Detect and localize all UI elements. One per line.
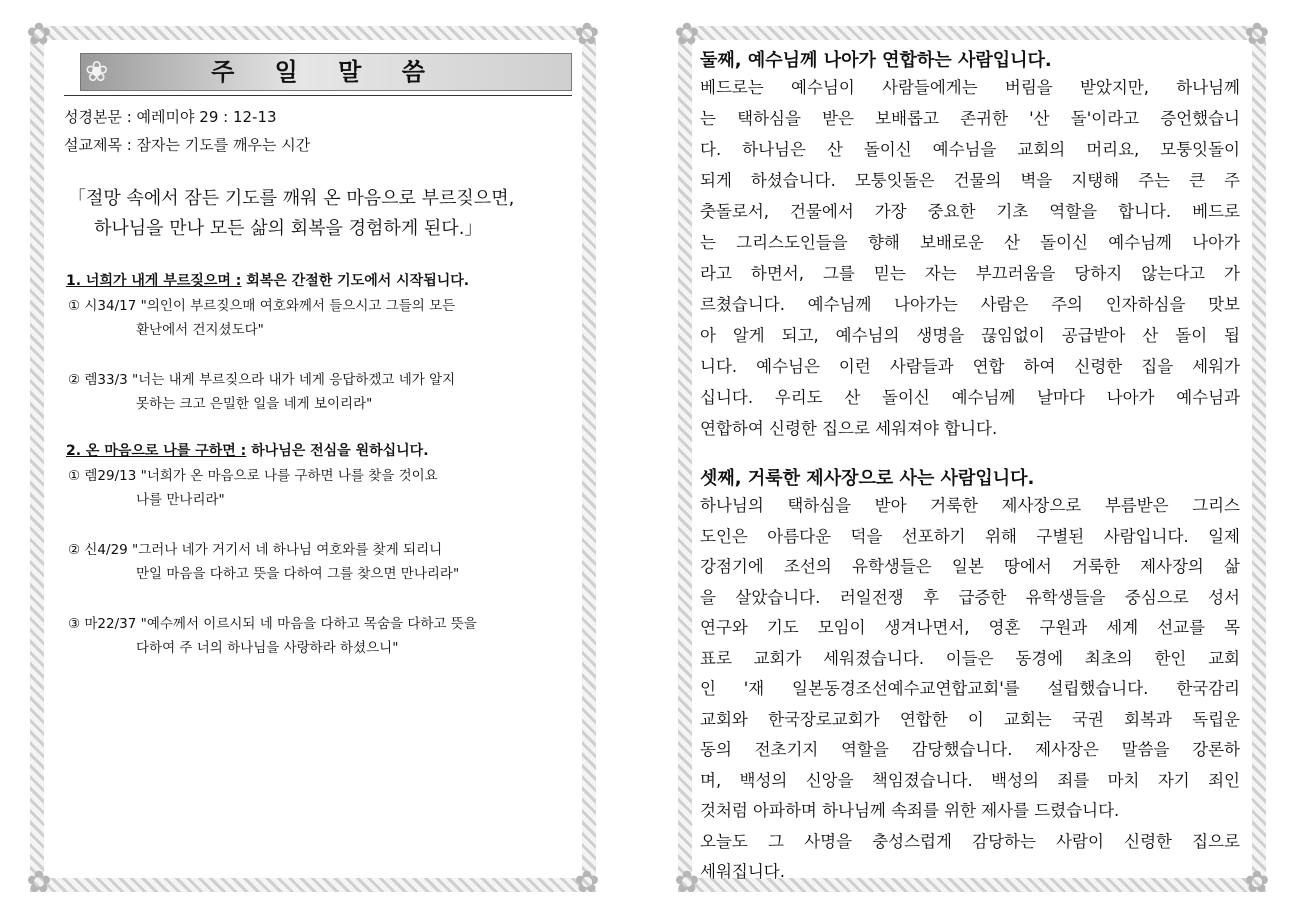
verse-line: 못하는 크고 은밀한 일을 네게 보이리라" bbox=[136, 396, 373, 412]
theme-line: 하나님을 만나 모든 삶의 회복을 경험하게 된다.」 bbox=[94, 218, 483, 239]
left-page bbox=[26, 17, 600, 900]
paragraph-line: 춧돌로서, 건물에서 가장 중요한 기초 역할을 합니다. 베드로 bbox=[700, 202, 1240, 221]
flower-corner-icon: ✿ bbox=[674, 17, 700, 52]
paragraph-line: 것처럼 아파하며 하나님께 속죄를 위한 제사를 드렸습니다. bbox=[700, 801, 1120, 820]
paragraph-line: 십니다. 우리도 산 돌이신 예수님께 날마다 나아가 예수님과 bbox=[700, 388, 1240, 407]
page-title: 주 일 말 씀 bbox=[211, 58, 441, 86]
paragraph-line: 르쳤습니다. 예수님께 나아가는 사람은 주의 인자하심을 맛보 bbox=[700, 295, 1240, 314]
paragraph-line: 연구와 기도 모임이 생겨나면서, 영혼 구원과 세계 선교를 목 bbox=[700, 618, 1240, 637]
section-heading bbox=[66, 270, 469, 290]
flower-corner-icon: ✿ bbox=[1244, 17, 1270, 52]
flower-corner-icon: ✿ bbox=[574, 865, 600, 900]
section-heading bbox=[66, 440, 429, 460]
border-top bbox=[30, 26, 596, 40]
paragraph-line: 강점기에 조선의 유학생들은 일본 땅에서 거룩한 제사장의 삶 bbox=[700, 557, 1240, 576]
section-heading-rest: 회복은 간절한 기도에서 시작됩니다. bbox=[241, 273, 470, 289]
flower-corner-icon: ✿ bbox=[1244, 865, 1270, 900]
border-right bbox=[1252, 26, 1266, 892]
verse-line: ① 렘29/13 "너희가 온 마음으로 나를 구하면 나를 찾을 것이요 bbox=[68, 468, 438, 484]
border-right bbox=[582, 26, 596, 892]
section-heading-2: 둘째, 예수님께 나아가 연합하는 사람입니다. bbox=[700, 50, 1052, 71]
right-page bbox=[674, 17, 1270, 900]
verse-line: 환난에서 건지셨도다" bbox=[136, 322, 264, 338]
flower-corner-icon: ✿ bbox=[674, 865, 700, 900]
title-divider bbox=[64, 95, 572, 96]
paragraph-line: 을 살았습니다. 러일전쟁 후 급증한 유학생들을 중심으로 성서 bbox=[700, 587, 1240, 607]
paragraph-line: 도인은 아름다운 덕을 선포하기 위해 구별된 사람입니다. 일제 bbox=[700, 526, 1240, 546]
scripture-reference: 성경본문 : 예레미야 29 : 12-13 bbox=[64, 108, 277, 126]
paragraph-line: 연합하여 신령한 집으로 세워져야 합니다. bbox=[700, 419, 998, 438]
section-heading-lead: 1. 너희가 내게 부르짖으며 : bbox=[66, 273, 242, 289]
verse-line: ② 렘33/3 "너는 내게 부르짖으라 내가 네게 응답하겠고 네가 알지 bbox=[68, 372, 456, 388]
paragraph-line: 세워집니다. bbox=[700, 862, 785, 881]
paragraph-line: 다. 하나님은 산 돌이신 예수님을 교회의 머리요, 모퉁잇돌이 bbox=[700, 140, 1240, 159]
border-left bbox=[678, 26, 692, 892]
verse-line: 나를 만나리라" bbox=[136, 492, 225, 508]
paragraph-line: 동의 전초기지 역할을 감당했습니다. 제사장은 말씀을 강론하 bbox=[700, 740, 1240, 759]
flower-corner-icon: ✿ bbox=[26, 865, 52, 900]
section-heading-rest: 하나님은 전심을 원하십니다. bbox=[246, 443, 429, 459]
flower-corner-icon: ✿ bbox=[574, 17, 600, 52]
verse-line: 만일 마음을 다하고 뜻을 다하여 그를 찾으면 만나리라" bbox=[136, 566, 460, 582]
border-bottom bbox=[30, 878, 596, 892]
verse-line: 다하여 주 너의 하나님을 사랑하라 하셨으니" bbox=[136, 640, 399, 656]
paragraph-line: 오늘도 그 사명을 충성스럽게 감당하는 사람이 신령한 집으로 bbox=[700, 831, 1240, 851]
paragraph-line: 아 알게 되고, 예수님의 생명을 끊임없이 공급받아 산 돌이 됩 bbox=[700, 326, 1240, 345]
paragraph-line: 베드로는 예수님이 사람들에게는 버림을 받았지만, 하나님께 bbox=[700, 78, 1240, 97]
border-left bbox=[30, 26, 44, 892]
title-banner bbox=[80, 53, 572, 91]
theme-line: 「절망 속에서 잠든 기도를 깨워 온 마음으로 부르짖으면, bbox=[68, 188, 515, 209]
paragraph-line: 는 그리스도인들을 향해 보배로운 산 돌이신 예수님께 나아가 bbox=[700, 233, 1240, 252]
paragraph-line: 는 택하심을 받은 보배롭고 존귀한 '산 돌'이라고 증언했습니 bbox=[700, 109, 1240, 128]
paragraph-line: 인 '재 일본동경조선예수교연합교회'를 설립했습니다. 한국감리 bbox=[700, 679, 1240, 698]
verse-line: ③ 마22/37 "예수께서 이르시되 네 마음을 다하고 목숨을 다하고 뜻을 bbox=[68, 616, 477, 632]
section-heading-lead: 2. 온 마음으로 나를 구하면 : bbox=[66, 443, 247, 459]
section-heading-3: 셋째, 거룩한 제사장으로 사는 사람입니다. bbox=[700, 468, 1035, 489]
daisy-icon: ❀ bbox=[85, 55, 109, 88]
paragraph-line: 교회와 한국장로교회가 연합한 이 교회는 국권 회복과 독립운 bbox=[700, 709, 1240, 729]
paragraph-line: 며, 백성의 신앙을 책임졌습니다. 백성의 죄를 마치 자기 죄인 bbox=[700, 770, 1240, 790]
flower-corner-icon: ✿ bbox=[26, 17, 52, 52]
paragraph-line: 라고 하면서, 그를 믿는 자는 부끄러움을 당하지 않는다고 가 bbox=[700, 264, 1240, 283]
paragraph-line: 되게 하셨습니다. 모퉁잇돌은 건물의 벽을 지탱해 주는 큰 주 bbox=[700, 171, 1240, 190]
paragraph-line: 표로 교회가 세워졌습니다. 이들은 동경에 최초의 한인 교회 bbox=[700, 648, 1240, 668]
paragraph-line: 니다. 예수님은 이런 사람들과 연합 하여 신령한 집을 세워가 bbox=[700, 357, 1240, 376]
border-top bbox=[678, 26, 1266, 40]
sermon-title: 설교제목 : 잠자는 기도를 깨우는 시간 bbox=[64, 136, 311, 154]
verse-line: ① 시34/17 "의인이 부르짖으매 여호와께서 들으시고 그들의 모든 bbox=[68, 298, 456, 314]
paragraph-line: 하나님의 택하심을 받아 거룩한 제사장으로 부름받은 그리스 bbox=[700, 496, 1240, 515]
verse-line: ② 신4/29 "그러나 네가 거기서 네 하나님 여호와를 찾게 되리니 bbox=[68, 542, 443, 558]
